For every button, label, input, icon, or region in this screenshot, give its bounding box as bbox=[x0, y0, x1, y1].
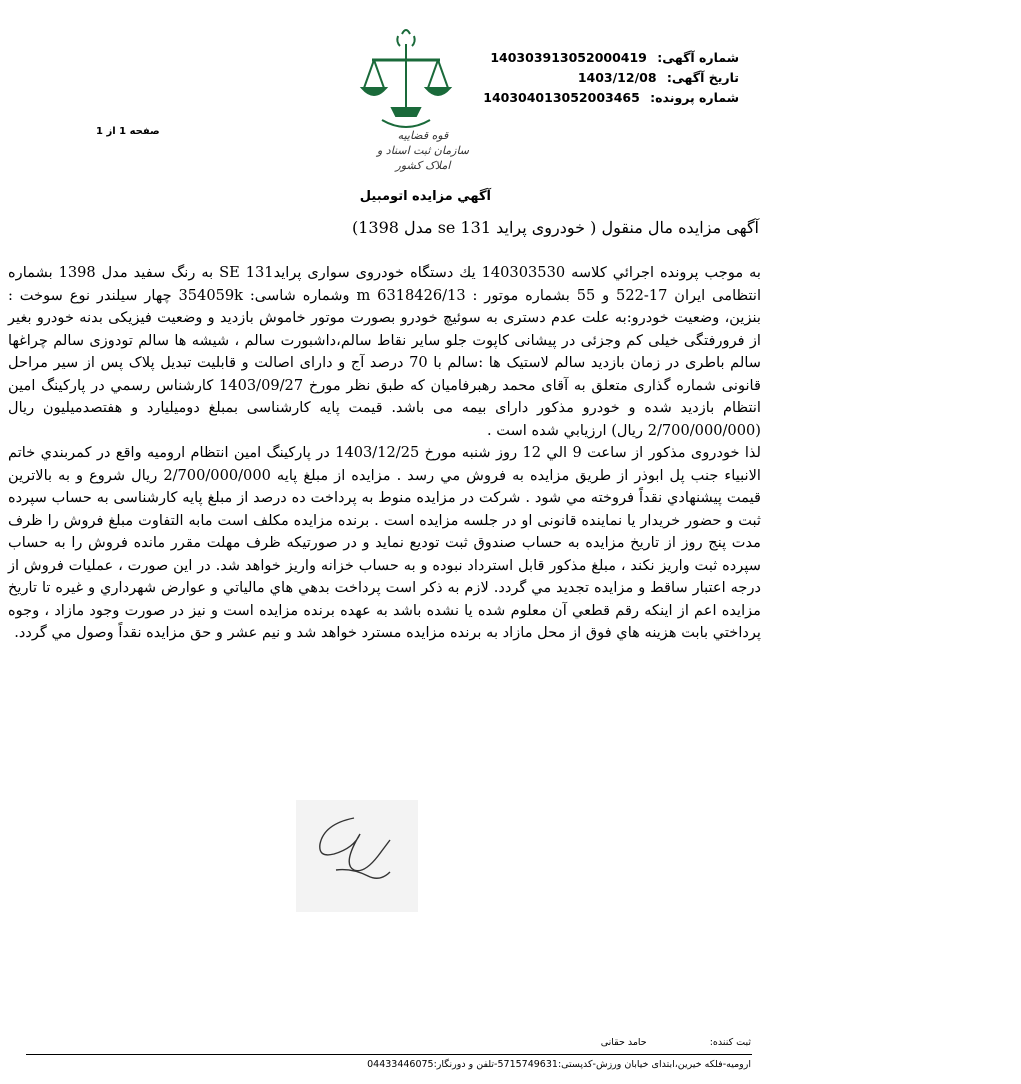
registrant-label: ثبت کننده: bbox=[709, 1037, 751, 1048]
org-name-line2: سازمان ثبت اسناد و املاک کشور bbox=[376, 144, 470, 172]
footer-address: ارومیه-فلکه خیرین،ابتدای خیابان ورزش-کدپستی:5715749631-تلفن و دورنگار:04433446075 bbox=[367, 1059, 751, 1070]
notice-subtitle: آگهی مزایده مال منقول ( خودروی پراید 131 se مدل 1398) bbox=[351, 218, 759, 237]
body-paragraph-2: لذا خودروی مذكور از ساعت 9 الي 12 روز شنبه مورخ 1403/12/25 در پاركینگ امین انتظام ارومیه واقع در كمربندي خاتم الانبیاء جنب پل ابوذر از طریق مزایده به فروش مي رسد . مزایده از مبلغ پایه 2/700/000/000 ریال شروع و به بالاترین قیمت پیشنهادي نقداً فروخته مي شود . شركت در مزایده منوط به پرداخت ده درصد از مبلغ پایه كارشناسی به حساب سپرده ثبت و حضور خریدار یا نماینده قانونی او در جلسه مزایده است . برنده مزایده مكلف است مابه التفاوت مبلغ فروش را ظرف مدت پنج روز از تاریخ مزایده به حساب صندوق ثبت تودیع نماید و در صورتیكه ظرف مهلت مقرر مانده فروش را به حساب سپرده ثبت واریز نكند ، مبلغ مذكور قابل استرداد نبوده و به حساب خزانه واریز خواهد شد. در این صورت ، عملیات فروش از درجه اعتبار ساقط و مزایده تجدید مي گردد. لازم به ذكر است پرداخت بدهي هاي مالیاتي و عوارض شهرداري و غیره تا تاریخ مزایده اعم از اینكه رقم قطعي آن معلوم شده یا نشده باشد به عهده برنده مزایده است و نیز در صورت وجود مازاد ، وجوه پرداختي بابت هزینه هاي فوق از محل مازاد به برنده مزایده مسترد خواهد شد و نیم عشر و حق مزایده نقداً وصول مي گردد. bbox=[8, 444, 762, 641]
case-number-row bbox=[479, 88, 739, 108]
ad-meta bbox=[479, 48, 739, 108]
ad-number: 140303913052000419 bbox=[490, 50, 647, 65]
signature-icon bbox=[296, 800, 418, 912]
notice-body bbox=[8, 262, 761, 645]
body-paragraph-1: به موجب پرونده اجرائي كلاسه 140303530 يك دستگاه خودروی سواری پراید131 SE به رنگ سفید مدل 1398 بشماره انتظامی ایران 17-522 و 55 بشماره موتور : 6318426/13 m وشماره شاسی: 354059k چهار سیلندر نوع سوخت : بنزین، وضعیت خودرو:به علت عدم دستری به سوئیچ خودرو بصورت موتور خاموش بازدید و وضعیت فیزیکی بدنه خودرو بغیر از فرورفتگی خیلی کم وجزئی در پیشانی کاپوت جلو سایر نقاط سالم،داشبورت سالم ، شیشه ها سالم تودوزی سالم چراغها سالم باطری در زمان بازدید سالم لاستیک ها :سالم با 70 درصد آج و دارای اصالت و قابلیت تبدیل پلاک پس از سیر مراحل قانونی شماره گذاری متعلق به آقای محمد رهبرفامیان كه طبق نظر مورخ 1403/09/27 كارشناس رسمي در پاركینگ امین انتظام بازدید شده و خودرو مذكور دارای بیمه می باشد. قیمت پایه كارشناسی بمبلغ دومیلیارد و هفتصدمیلیون ریال (2/700/000/000 ریال) ارزیابي شده است . bbox=[8, 264, 762, 439]
org-name-line1: قوه قضاییه bbox=[397, 129, 449, 142]
registrant-name: حامد حقانی bbox=[600, 1037, 647, 1048]
ad-date-label: تاریخ آگهی: bbox=[666, 70, 739, 85]
footer-divider bbox=[26, 1054, 752, 1055]
ad-number-row bbox=[479, 48, 739, 68]
registrant bbox=[601, 1037, 751, 1048]
ad-number-label: شماره آگهی: bbox=[657, 50, 739, 65]
ad-date: 1403/12/08 bbox=[577, 70, 657, 85]
ad-date-row bbox=[479, 68, 739, 88]
organization-name bbox=[363, 128, 483, 173]
case-number: 140304013052003465 bbox=[483, 90, 640, 105]
notice-title: آگهي مزایده اتومبیل bbox=[359, 189, 491, 204]
page-indicator: صفحه 1 از 1 bbox=[96, 126, 160, 137]
case-number-label: شماره پرونده: bbox=[650, 90, 739, 105]
